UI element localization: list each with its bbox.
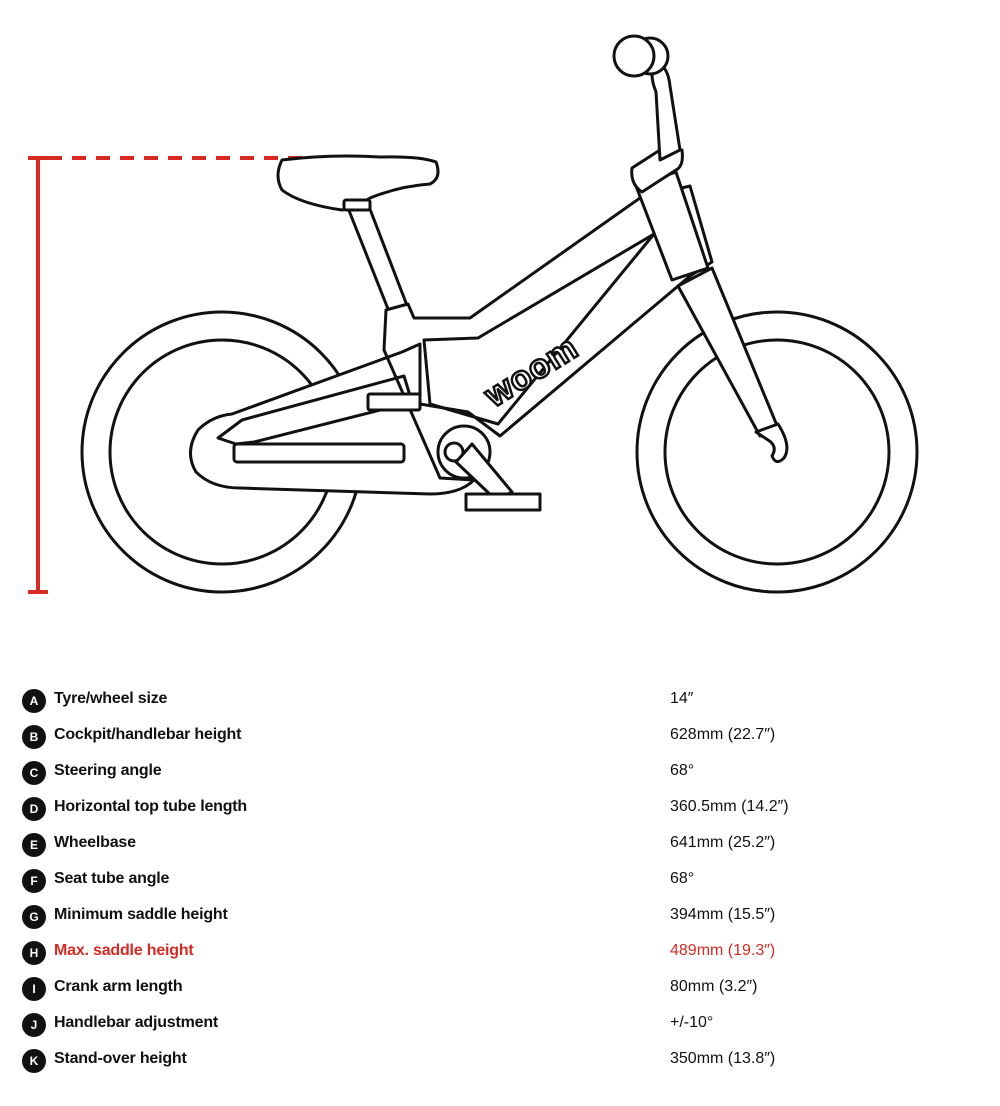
spec-letter-badge: K xyxy=(22,1049,46,1073)
spec-label: Steering angle xyxy=(54,762,162,779)
spec-letter-badge: D xyxy=(22,797,46,821)
spec-row-e xyxy=(22,827,982,863)
crank xyxy=(438,426,540,510)
spec-row-f xyxy=(22,863,982,899)
spec-row-d xyxy=(22,791,982,827)
spec-value: 68° xyxy=(670,762,695,779)
spec-letter-badge: H xyxy=(22,941,46,965)
spec-letter-badge: I xyxy=(22,977,46,1001)
spec-value: 394mm (15.5″) xyxy=(670,906,776,923)
chainstay-slot xyxy=(234,444,404,462)
spec-letter-badge: A xyxy=(22,689,46,713)
spec-row-k xyxy=(22,1043,982,1079)
seat-post xyxy=(348,204,408,314)
spec-label: Cockpit/handlebar height xyxy=(54,726,242,743)
handlebar xyxy=(652,62,680,160)
max-saddle-height-indicator xyxy=(28,158,360,592)
spec-row-i xyxy=(22,971,982,1007)
spec-row-j xyxy=(22,1007,982,1043)
saddle-clamp xyxy=(344,200,370,210)
kickstand-slot xyxy=(368,394,420,410)
spec-value: +/-10° xyxy=(670,1014,714,1031)
spec-value: 628mm (22.7″) xyxy=(670,726,776,743)
spec-letter-badge: G xyxy=(22,905,46,929)
spec-value: 641mm (25.2″) xyxy=(670,834,776,851)
spec-value: 489mm (19.3″) xyxy=(670,942,776,959)
spec-row-c xyxy=(22,755,982,791)
spec-letter-badge: E xyxy=(22,833,46,857)
pedal xyxy=(466,494,540,510)
spec-value: 350mm (13.8″) xyxy=(670,1050,776,1067)
spec-row-h xyxy=(22,935,982,971)
spec-letter-badge: J xyxy=(22,1013,46,1037)
spec-value: 360.5mm (14.2″) xyxy=(670,798,789,815)
spec-row-a xyxy=(22,683,982,719)
spec-label: Tyre/wheel size xyxy=(54,690,168,707)
spec-label: Handlebar adjustment xyxy=(54,1014,219,1031)
spec-label: Horizontal top tube length xyxy=(54,798,247,815)
spec-label: Wheelbase xyxy=(54,834,136,851)
fork-dropout xyxy=(756,424,787,462)
brand-logo: woom xyxy=(478,328,585,415)
spec-label: Stand-over height xyxy=(54,1050,187,1067)
spec-label: Crank arm length xyxy=(54,978,183,995)
spec-letter-badge: B xyxy=(22,725,46,749)
fork xyxy=(678,268,778,436)
handlebar-grip xyxy=(614,36,654,76)
spec-value: 14″ xyxy=(670,690,694,707)
spec-letter-badge: F xyxy=(22,869,46,893)
spec-letter-badge: C xyxy=(22,761,46,785)
spec-label: Minimum saddle height xyxy=(54,906,228,923)
spec-row-g xyxy=(22,899,982,935)
spec-value: 80mm (3.2″) xyxy=(670,978,758,995)
spec-row-b xyxy=(22,719,982,755)
spec-value: 68° xyxy=(670,870,695,887)
spec-label: Seat tube angle xyxy=(54,870,170,887)
spec-label: Max. saddle height xyxy=(54,942,194,959)
